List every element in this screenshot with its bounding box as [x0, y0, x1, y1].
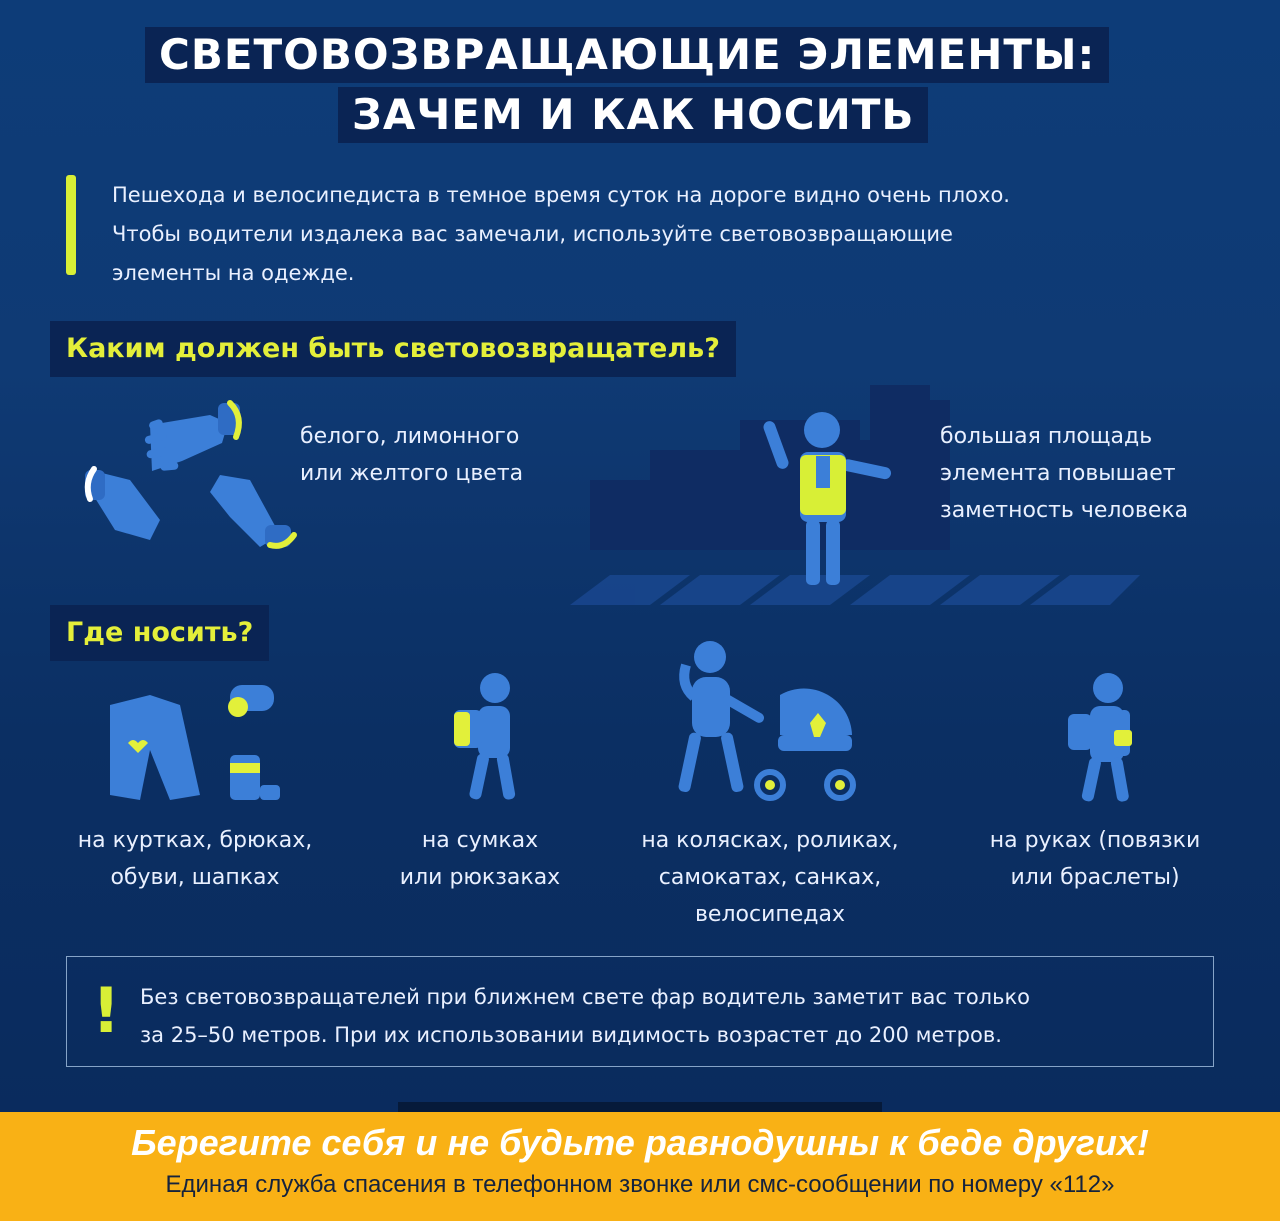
- child-with-backpack-icon: [440, 670, 530, 810]
- where-item-bags-line-1: на сумках: [421, 828, 539, 853]
- where-item-strollers-line-1: на колясках, роликах,: [641, 828, 899, 853]
- intro-line-3: элементы на одежде.: [112, 261, 355, 285]
- where-item-bags: [360, 822, 600, 896]
- footer-slogan: Берегите себя и не будьте равнодушны к беде других!: [131, 1122, 1149, 1163]
- intro-line-1: Пешехода и велосипедиста в темное время суток на дороге видно очень плохо.: [112, 183, 1010, 207]
- area-line-3: заметность человека: [940, 498, 1189, 523]
- where-item-bags-line-2: или рюкзаках: [399, 865, 561, 890]
- warning-line-1: Без световозвращателей при ближнем свете фар водитель заметит вас только: [140, 985, 1030, 1009]
- section-title-where: Где носить?: [50, 605, 269, 661]
- section-title-what: Каким должен быть световозвращатель?: [50, 321, 736, 377]
- where-item-strollers-line-3: велосипедах: [694, 902, 846, 927]
- clothing-icon: [100, 685, 290, 810]
- area-line-1: большая площадь: [940, 424, 1153, 449]
- where-item-strollers-line-2: самокатах, санках,: [658, 865, 882, 890]
- where-item-clothing: [40, 822, 350, 896]
- color-line-1: белого, лимонного: [300, 424, 520, 449]
- footer-emergency-info: Единая служба спасения в телефонном звонке или смс-сообщении по номеру «112»: [165, 1171, 1115, 1198]
- warning-line-2: за 25–50 метров. При их использовании видимость возрастет до 200 метров.: [140, 1023, 1002, 1047]
- intro-line-2: Чтобы водители издалека вас замечали, используйте световозвращающие: [112, 222, 953, 246]
- area-line-2: элемента повышает: [940, 461, 1176, 486]
- area-requirement-text: [940, 418, 1188, 529]
- where-item-arms-line-2: или браслеты): [1010, 865, 1180, 890]
- warning-exclamation-icon: !: [92, 974, 121, 1047]
- where-item-arms: [950, 822, 1240, 896]
- warning-text: [140, 978, 1200, 1054]
- where-item-clothing-line-2: обуви, шапках: [110, 865, 280, 890]
- mother-with-stroller-icon: [670, 635, 870, 810]
- where-item-arms-line-1: на руках (повязки: [989, 828, 1201, 853]
- intro-accent-bar: [66, 175, 76, 275]
- where-item-strollers: [610, 822, 930, 933]
- gloved-hands-icon: [70, 395, 320, 565]
- color-requirement-text: [300, 418, 523, 492]
- child-with-armband-icon: [1060, 670, 1150, 810]
- intro-text: [112, 176, 1222, 293]
- title-line-2: ЗАЧЕМ И КАК НОСИТЬ: [338, 87, 928, 143]
- where-item-clothing-line-1: на куртках, брюках,: [77, 828, 313, 853]
- color-line-2: или желтого цвета: [300, 461, 524, 486]
- title-line-1: СВЕТОВОЗВРАЩАЮЩИЕ ЭЛЕМЕНТЫ:: [145, 27, 1109, 83]
